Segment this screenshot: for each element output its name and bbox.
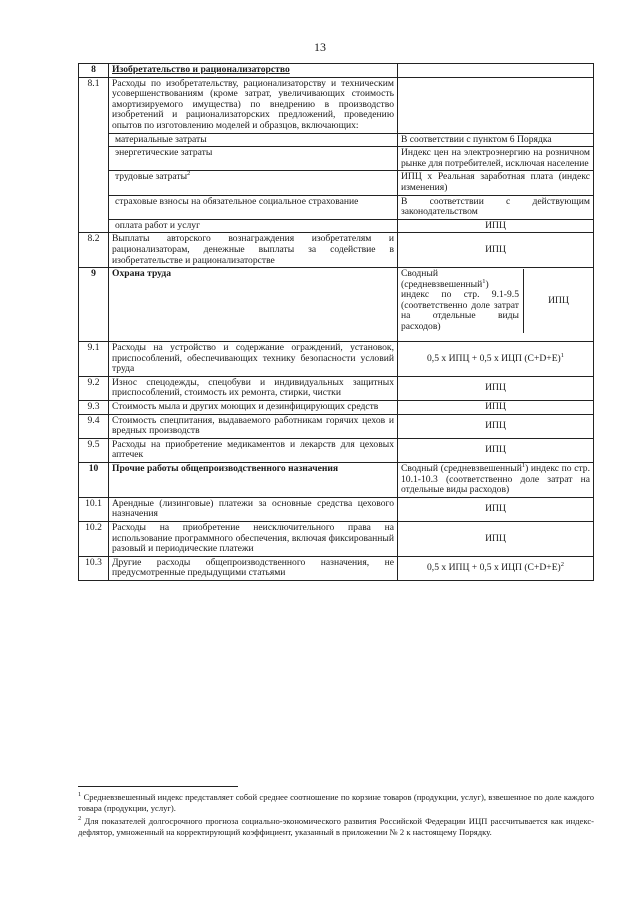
index-cell (398, 268, 594, 342)
index-cell: ИПЦ х Реальная заработная плата (индекс изменения) (398, 171, 594, 195)
index-cell: ИПЦ (398, 414, 594, 438)
row-name: Арендные (лизинговые) платежи за основные средства цехового назначения (109, 497, 398, 521)
row-number: 8.2 (79, 233, 109, 268)
row-name: Стоимость спецпитания, выдаваемого работникам горячих цехов и вредных производств (109, 414, 398, 438)
table-row (79, 522, 594, 557)
composite-index-description: Сводный (средневзвешенный$^1$) индекс по стр. 9.1-9.5 (соответственно доле затрат на отдельные виды расходов) (401, 269, 524, 333)
row-name: Выплаты авторского вознаграждения изобретателям и рационализаторам, денежные выплаты за содействие в изобретательстве и рационализаторстве (109, 233, 398, 268)
footnotes (78, 792, 594, 840)
row-number: 9.5 (79, 438, 109, 462)
footnote-divider (78, 786, 238, 787)
row-name: Расходы на приобретение неисключительного права на использование программного обеспечения, включая фиксированный разовый и периодические платежи (109, 522, 398, 557)
index-cell: В соответствии с пунктом 6 Порядка (398, 133, 594, 147)
row-number: 8 (79, 64, 109, 78)
section-title: Прочие работы общепроизводственного назначения (109, 463, 398, 498)
table-row (79, 438, 594, 462)
table-row (79, 64, 594, 78)
table-row (79, 195, 594, 219)
footnote-mark: 2 (187, 170, 191, 178)
section-title: Изобретательство и рационализаторство (109, 64, 398, 78)
table-row (79, 133, 594, 147)
table-row (79, 497, 594, 521)
index-cell: ИПЦ (398, 401, 594, 415)
row-name: страховые взносы на обязательное социальное страхование (109, 195, 398, 219)
table-row (79, 401, 594, 415)
table-row (79, 463, 594, 498)
index-cell: ИПЦ (398, 522, 594, 557)
table-row (79, 147, 594, 171)
index-cell: 0,5 х ИПЦ + 0,5 х ИЦП $(C+D+E)^2$ (398, 556, 594, 580)
row-name: Расходы по изобретательству, рационализаторству и техническим усовершенствованиям (кроме затрат, увеличивающих стоимость амортизируемого имущества) по внедрению в производство изобретений и рационализаторских предложений, проведению опытов по изготовлению моделей и образцов, включающих: (109, 77, 398, 133)
row-name: оплата работ и услуг (109, 219, 398, 233)
row-number: 9.1 (79, 342, 109, 377)
composite-index-value: ИПЦ (548, 294, 569, 306)
table-row (79, 414, 594, 438)
footnote-mark: 2 (78, 815, 82, 823)
composite-index (401, 269, 593, 333)
index-cell: 0,5 х ИПЦ + 0,5 х ИЦП $(C+D+E)^1$ (398, 342, 594, 377)
footnote-mark: 1 (482, 277, 486, 285)
index-cell (398, 77, 594, 133)
table-row (79, 376, 594, 400)
footnote (78, 792, 594, 814)
row-number: 10.3 (79, 556, 109, 580)
table-row (79, 268, 594, 342)
footnote (78, 816, 594, 838)
row-name: Другие расходы общепроизводственного назначения, не предусмотренные предыдущими статьями (109, 556, 398, 580)
index-cell: Индекс цен на электроэнергию на розничном рынке для потребителей, исключая население (398, 147, 594, 171)
cost-index-table (78, 63, 594, 581)
row-number: 9.2 (79, 376, 109, 400)
table-row (79, 171, 594, 195)
table-row (79, 556, 594, 580)
row-number: 10.2 (79, 522, 109, 557)
index-cell: ИПЦ (398, 438, 594, 462)
row-number: 10.1 (79, 497, 109, 521)
row-name: Расходы на устройство и содержание ограждений, установок, приспособлений, обеспечивающих технику безопасности условий труда (109, 342, 398, 377)
index-cell: ИПЦ (398, 233, 594, 268)
row-name: энергетические затраты (109, 147, 398, 171)
footnote-mark: 1 (78, 791, 82, 799)
row-name: Стоимость мыла и других моющих и дезинфицирующих средств (109, 401, 398, 415)
row-name: Расходы на приобретение медикаментов и лекарств для цеховых аптечек (109, 438, 398, 462)
table-row (79, 77, 594, 133)
row-number: 9 (79, 268, 109, 342)
row-name-text: трудовые затраты (115, 171, 188, 183)
row-number: 9.3 (79, 401, 109, 415)
index-cell: ИПЦ (398, 376, 594, 400)
row-number: 10 (79, 463, 109, 498)
footnote-mark: 1 (521, 461, 526, 469)
section-title: Охрана труда (109, 268, 398, 342)
index-cell (398, 64, 594, 78)
table-row (79, 233, 594, 268)
page-number: 13 (314, 40, 326, 54)
table-row (79, 342, 594, 377)
index-cell: В соответствии с действующим законодательством (398, 195, 594, 219)
row-name: материальные затраты (109, 133, 398, 147)
row-number: 8.1 (79, 77, 109, 233)
row-name: Износ спецодежды, спецобуви и индивидуальных защитных приспособлений, стоимость их ремонта, стирки, чистки (109, 376, 398, 400)
table-row (79, 219, 594, 233)
footnote-mark: 2 (560, 560, 564, 568)
index-cell: Сводный (средневзвешенный$^1$) индекс по стр. 10.1-10.3 (соответственно доле затрат на отдельные виды расходов) (398, 463, 594, 498)
index-cell: ИПЦ (398, 219, 594, 233)
footnote-mark: 1 (560, 351, 564, 359)
row-number: 9.4 (79, 414, 109, 438)
index-cell: ИПЦ (398, 497, 594, 521)
footnote-text: Для показателей долгосрочного прогноза социально-экономического развития Российской Федерации ИЦП рассчитывается как индекс-дефлятор, умноженный на корректирующий коэффициент, указанный в приложении № 2 к настоящему Порядку. (78, 816, 595, 837)
row-name (109, 171, 398, 195)
footnote-text: Средневзвешенный индекс представляет собой среднее соотношение по корзине товаров (продукции, услуг), взвешенное по доле каждого товара (продукции, услуг). (78, 792, 595, 813)
